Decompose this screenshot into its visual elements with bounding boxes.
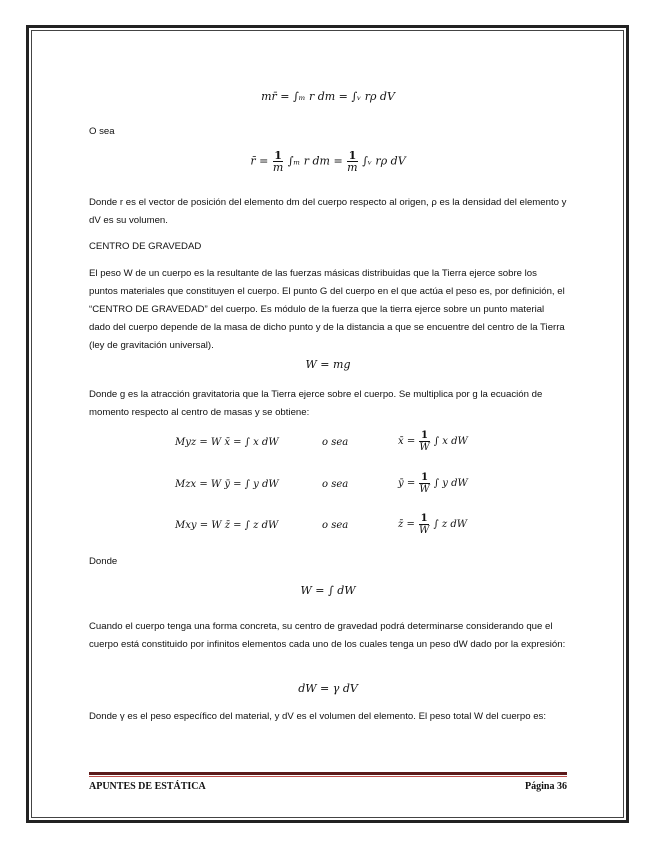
- paragraph-specific-weight: Donde γ es el peso específico del material, y dV es el volumen del elemento. El peso total W del cuerpo es:: [89, 711, 547, 722]
- fraction-1-over-m-2: $\frac{1}{m}$: [347, 149, 358, 174]
- equation-mass-center: mr̄ = ∫ₘ r dm = ∫ᵥ rρ dV: [261, 90, 395, 103]
- footer-rule-light: [89, 776, 567, 777]
- o-sea-1: o sea: [322, 437, 349, 448]
- paragraph-position-vector: Donde r es el vector de posición del elemento dm del cuerpo respecto al origen, ρ es la densidad del elemento y dV es su volumen.: [89, 197, 567, 226]
- paragraph-gravity: Donde g es la atracción gravitatoria que la Tierra ejerce sobre el cuerpo. Se multiplica por g la ecuación de momento respecto al centro de masas y se obtiene:: [89, 389, 543, 418]
- equation-zbar: z̄ = $\frac{1}{W}$ ∫ z dW: [398, 513, 467, 536]
- equation-position-vector: [89, 150, 567, 173]
- paragraph-weight: El peso W de un cuerpo es la resultante de las fuerzas másicas distribuidas que la Tierra ejerce sobre los puntos materiales que constituyen el cuerpo. El punto G del cuerpo en el que actúa el peso es, por definición, el “CENTRO DE GRAVEDAD” del cuerpo. Es módulo de la fuerza que la tierra ejerce sobre un punto material dado del cuerpo depende de la masa de dicho punto y de la distancia a que se encuentre del centro de la Tierra (ley de gravitación universal).: [89, 268, 565, 351]
- equation-mzx: Mzx = W ȳ = ∫ y dW: [175, 479, 279, 490]
- equation-myz: Myz = W x̄ = ∫ x dW: [175, 437, 279, 448]
- paragraph-concrete-body: Cuando el cuerpo tenga una forma concreta, su centro de gravedad podrá determinarse considerando que el cuerpo está constituido por infinitos elementos cada uno de los cuales tenga un peso dW dado por la expresión:: [89, 621, 566, 650]
- equation-dw: dW = γ dV: [298, 682, 358, 695]
- o-sea-2: o sea: [322, 479, 349, 490]
- equation-ybar: ȳ = $\frac{1}{W}$ ∫ y dW: [398, 472, 468, 495]
- footer-rule-dark: [89, 772, 567, 775]
- eq2-rhs: ∫ₘ r dm =: [287, 154, 347, 168]
- eq2-rhs2: ∫ᵥ rρ dV: [362, 154, 406, 168]
- equation-mxy: Mxy = W z̄ = ∫ z dW: [175, 520, 279, 531]
- page-border-inner: [31, 30, 624, 818]
- equation-w-integral: W = ∫ dW: [300, 584, 356, 597]
- equation-w-mg: W = mg: [305, 358, 351, 371]
- o-sea-3: o sea: [322, 520, 349, 531]
- o-sea-label: O sea: [89, 126, 115, 137]
- page-number: Página 36: [525, 781, 567, 792]
- eq2-lhs: r̄ =: [250, 154, 269, 168]
- equation-xbar: x̄ = $\frac{1}{W}$ ∫ x dW: [398, 430, 468, 453]
- section-heading: CENTRO DE GRAVEDAD: [89, 241, 202, 252]
- footer-title: APUNTES DE ESTÁTICA: [89, 781, 206, 792]
- fraction-1-over-m: $\frac{1}{m}$: [272, 149, 284, 174]
- donde-label: Donde: [89, 556, 118, 567]
